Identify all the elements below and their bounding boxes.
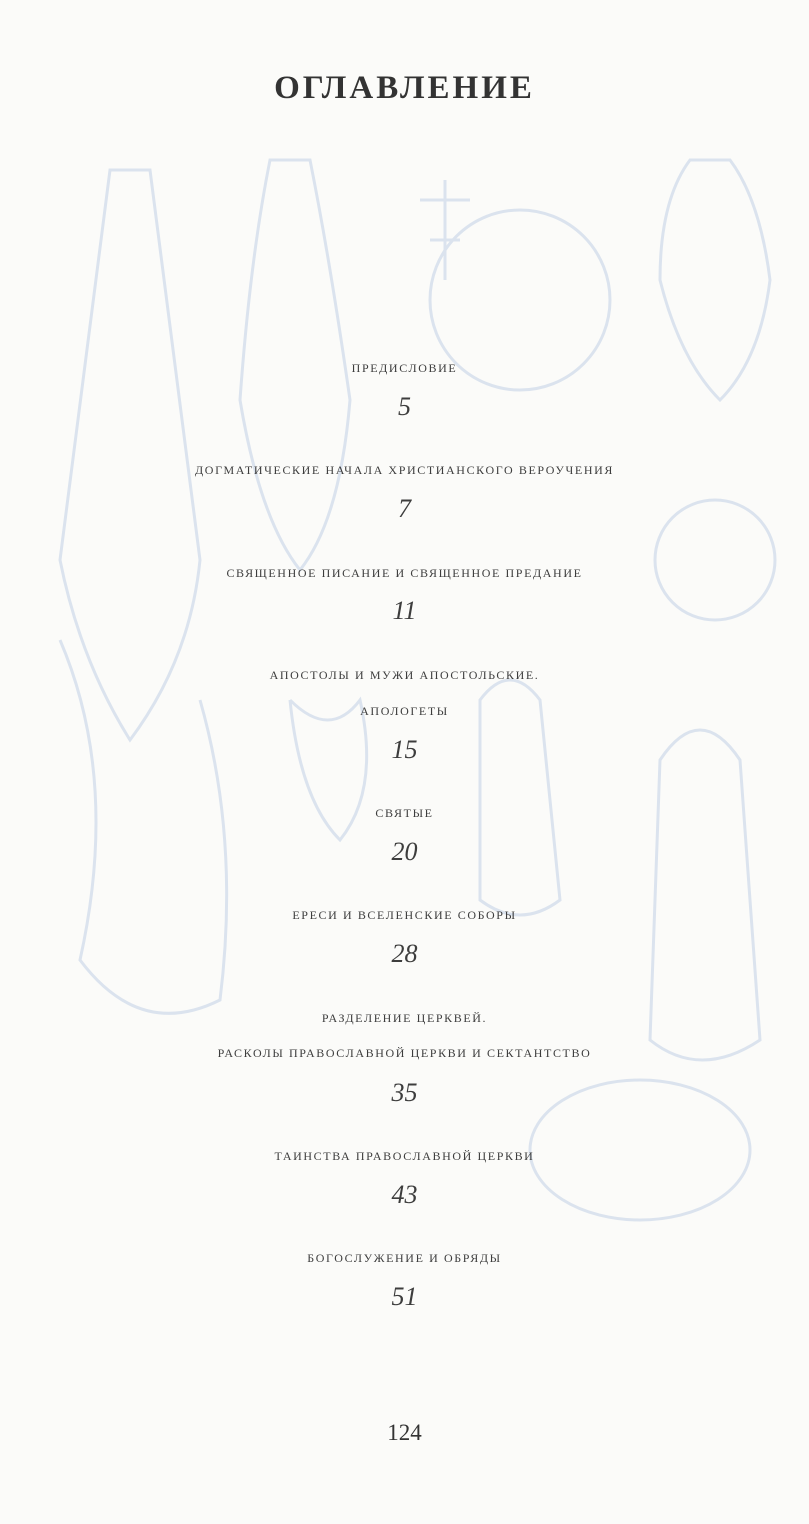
toc-entry-page: 28 [391, 939, 418, 968]
page-number: 124 [387, 1420, 422, 1445]
toc-entry-page: 20 [391, 837, 418, 866]
toc-entry-page: 51 [391, 1282, 418, 1311]
toc-entry-title-line1: РАЗДЕЛЕНИЕ ЦЕРКВЕЙ. [321, 1011, 488, 1025]
toc-entry-title: ПРЕДИСЛОВИЕ [351, 361, 458, 375]
toc-entry-title: БОГОСЛУЖЕНИЕ И ОБРЯДЫ [307, 1251, 502, 1265]
toc-entry-page: 7 [398, 494, 411, 523]
toc-entry-title: СВЯЩЕННОЕ ПИСАНИЕ И СВЯЩЕННОЕ ПРЕДАНИЕ [226, 566, 583, 580]
toc-entry-title: ЕРЕСИ И ВСЕЛЕНСКИЕ СОБОРЫ [292, 908, 517, 922]
toc-entry-title-line2: РАСКОЛЫ ПРАВОСЛАВНОЙ ЦЕРКВИ И СЕКТАНТСТВО [217, 1046, 592, 1060]
toc-entry-page: 35 [391, 1078, 418, 1107]
toc-entry-title-line1: АПОСТОЛЫ И МУЖИ АПОСТОЛЬСКИЕ. [269, 668, 540, 682]
toc-entry-title: СВЯТЫЕ [375, 806, 434, 820]
toc-entry-page: 5 [398, 392, 411, 421]
page-title: ОГЛАВЛЕНИЕ [274, 70, 535, 106]
toc-entry-page: 15 [391, 735, 418, 764]
toc-entry-title: ДОГМАТИЧЕСКИЕ НАЧАЛА ХРИСТИАНСКОГО ВЕРОУЧЕНИЯ [195, 463, 614, 477]
toc-entry-title-line2: АПОЛОГЕТЫ [360, 704, 449, 718]
toc-entry-title: ТАИНСТВА ПРАВОСЛАВНОЙ ЦЕРКВИ [274, 1149, 535, 1163]
toc-entry-page: 43 [391, 1180, 418, 1209]
toc-entry-page: 11 [392, 596, 417, 625]
